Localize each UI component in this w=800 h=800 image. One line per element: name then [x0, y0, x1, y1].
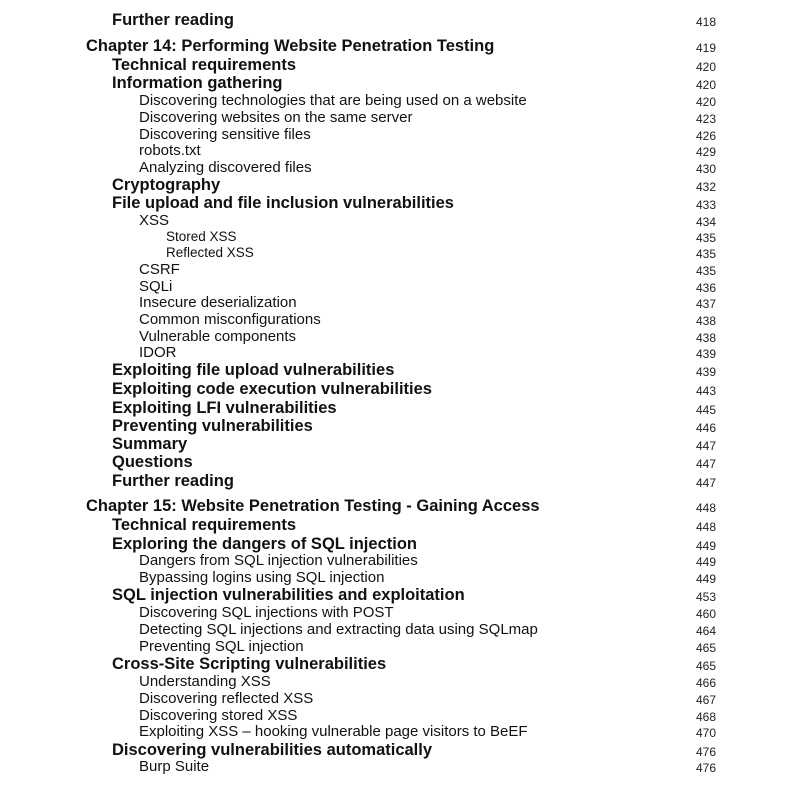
- toc-page-number: 443: [695, 384, 716, 398]
- toc-page-number: 433: [695, 198, 716, 212]
- toc-entry: [0, 92, 800, 110]
- toc-entry: [0, 261, 800, 279]
- toc-entry: [0, 586, 800, 604]
- toc-entry: [0, 723, 800, 741]
- toc-entry-title: Cross-Site Scripting vulnerabilities: [112, 655, 387, 673]
- toc-page-number: 435: [695, 231, 716, 245]
- toc-entry: [0, 552, 800, 570]
- toc-entry-title: Discovering reflected XSS: [139, 690, 314, 707]
- toc-entry-title: Dangers from SQL injection vulnerabilities: [139, 552, 418, 569]
- toc-entry-title: Preventing SQL injection: [139, 638, 304, 655]
- toc-entry: [0, 741, 800, 759]
- toc-page-number: 460: [695, 607, 716, 621]
- toc-entry-title: Discovering stored XSS: [139, 707, 298, 724]
- toc-chapter-entry: [0, 497, 800, 515]
- toc-entry: [0, 569, 800, 587]
- toc-page-number: 419: [695, 41, 716, 55]
- toc-page-number: 465: [695, 659, 716, 673]
- toc-entry: [0, 453, 800, 471]
- toc-entry-title: IDOR: [139, 344, 177, 361]
- toc-entry-title: Exploiting file upload vulnerabilities: [112, 361, 395, 379]
- toc-page-number: 476: [695, 761, 716, 775]
- toc-entry: [0, 638, 800, 656]
- toc-page-number: 420: [695, 60, 716, 74]
- toc-page-number: 435: [695, 264, 716, 278]
- toc-entry-title: Exploiting XSS – hooking vulnerable page visitors to BeEF: [139, 723, 528, 740]
- toc-entry: [0, 361, 800, 379]
- toc-entry-title: Burp Suite: [139, 758, 210, 775]
- toc-page-number: 467: [695, 693, 716, 707]
- toc-entry: [0, 604, 800, 622]
- toc-page-number: 426: [695, 129, 716, 143]
- toc-page-number: 429: [695, 145, 716, 159]
- toc-entry-title: Information gathering: [112, 74, 283, 92]
- toc-page-number: 446: [695, 421, 716, 435]
- toc-page-number: 447: [695, 439, 716, 453]
- toc-entry-title: Preventing vulnerabilities: [112, 417, 313, 435]
- toc-page-number: 420: [695, 95, 716, 109]
- toc-entry-title: Exploiting code execution vulnerabilities: [112, 380, 432, 398]
- toc-entry: [0, 516, 800, 534]
- toc-entry-title: Further reading: [112, 11, 234, 29]
- toc-entry: [0, 56, 800, 74]
- toc-entry: [0, 159, 800, 177]
- toc-page-number: 439: [695, 347, 716, 361]
- toc-page-number: 449: [695, 572, 716, 586]
- toc-entry-title: Bypassing logins using SQL injection: [139, 569, 385, 586]
- toc-entry-title: robots.txt: [139, 142, 201, 159]
- toc-chapter-entry: [0, 37, 800, 55]
- toc-entry: [0, 417, 800, 435]
- toc-page-number: 449: [695, 555, 716, 569]
- toc-page-number: 449: [695, 539, 716, 553]
- toc-entry: [0, 621, 800, 639]
- toc-entry: [0, 294, 800, 312]
- toc-entry-title: Discovering technologies that are being used on a website: [139, 92, 527, 109]
- toc-entry: [0, 109, 800, 127]
- toc-page-number: 465: [695, 641, 716, 655]
- toc-entry: [0, 435, 800, 453]
- toc-entry-title: Common misconfigurations: [139, 311, 321, 328]
- toc-entry-title: Exploiting LFI vulnerabilities: [112, 399, 337, 417]
- toc-page-number: 464: [695, 624, 716, 638]
- toc-entry: [0, 74, 800, 92]
- toc-page-number: 438: [695, 331, 716, 345]
- toc-entry: [0, 311, 800, 329]
- toc-entry: [0, 472, 800, 490]
- toc-entry: [0, 399, 800, 417]
- toc-entry-title: File upload and file inclusion vulnerabilities: [112, 194, 454, 212]
- toc-page-number: 436: [695, 281, 716, 295]
- toc-entry: [0, 11, 800, 29]
- toc-entry-title: Technical requirements: [112, 56, 297, 74]
- toc-page-number: 430: [695, 162, 716, 176]
- toc-entry-title: Discovering vulnerabilities automatically: [112, 741, 433, 759]
- toc-entry-title: Cryptography: [112, 176, 221, 194]
- toc-page-number: 470: [695, 726, 716, 740]
- toc-page-number: 447: [695, 476, 716, 490]
- toc-entry-title: Chapter 14: Performing Website Penetration Testing: [86, 37, 495, 55]
- toc-entry-title: Technical requirements: [112, 516, 297, 534]
- toc-entry-title: Insecure deserialization: [139, 294, 297, 311]
- toc-page-number: 466: [695, 676, 716, 690]
- toc-entry: [0, 176, 800, 194]
- toc-entry-title: Vulnerable components: [139, 328, 297, 345]
- toc-entry: [0, 380, 800, 398]
- toc-entry: [0, 758, 800, 776]
- toc-page-number: 438: [695, 314, 716, 328]
- toc-entry-title: Understanding XSS: [139, 673, 271, 690]
- toc-entry-title: Questions: [112, 453, 193, 471]
- toc-entry-title: SQLi: [139, 278, 173, 295]
- toc-entry: [0, 212, 800, 230]
- toc-page-number: 445: [695, 403, 716, 417]
- toc-page-number: 423: [695, 112, 716, 126]
- toc-entry-title: Discovering websites on the same server: [139, 109, 413, 126]
- toc-page-number: 420: [695, 78, 716, 92]
- toc-page-number: 418: [695, 15, 716, 29]
- toc-entry: [0, 690, 800, 708]
- toc-entry-title: Analyzing discovered files: [139, 159, 312, 176]
- toc-entry-title: Summary: [112, 435, 188, 453]
- toc-page-number: 437: [695, 297, 716, 311]
- toc-entry-title: Chapter 15: Website Penetration Testing - Gaining Access: [86, 497, 540, 515]
- toc-entry: [0, 655, 800, 673]
- toc-page-number: 439: [695, 365, 716, 379]
- toc-page-number: 434: [695, 215, 716, 229]
- toc-entry-title: XSS: [139, 212, 170, 229]
- toc-entry-title: Discovering SQL injections with POST: [139, 604, 394, 621]
- toc-page-number: 468: [695, 710, 716, 724]
- toc-page-number: 447: [695, 457, 716, 471]
- toc-entry-title: Further reading: [112, 472, 234, 490]
- toc-page-number: 432: [695, 180, 716, 194]
- toc-entry-title: CSRF: [139, 261, 180, 278]
- toc-entry-title: Discovering sensitive files: [139, 126, 311, 143]
- toc-page-number: 435: [695, 247, 716, 261]
- toc-page-number: 476: [695, 745, 716, 759]
- toc-entry-title: Detecting SQL injections and extracting data using SQLmap: [139, 621, 538, 638]
- toc-entry: [0, 535, 800, 553]
- toc-entry-title: Reflected XSS: [166, 245, 254, 260]
- toc-page-number: 448: [695, 520, 716, 534]
- toc-page-number: 453: [695, 590, 716, 604]
- toc-entry-title: Stored XSS: [166, 229, 237, 244]
- toc-entry-title: Exploring the dangers of SQL injection: [112, 535, 417, 553]
- toc-entry: [0, 344, 800, 362]
- toc-entry: [0, 673, 800, 691]
- toc-entry: [0, 194, 800, 212]
- toc-page-number: 448: [695, 501, 716, 515]
- toc-entry-title: SQL injection vulnerabilities and exploitation: [112, 586, 465, 604]
- toc-entry: [0, 142, 800, 160]
